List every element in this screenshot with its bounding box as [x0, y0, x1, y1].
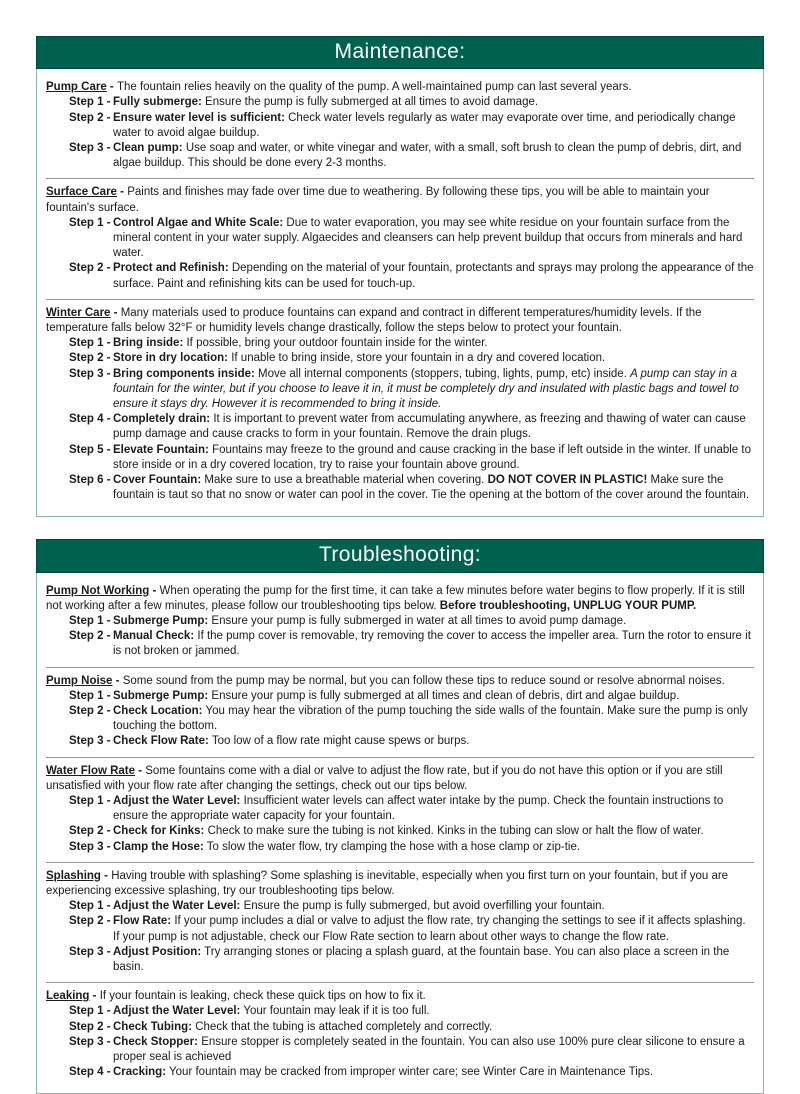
- section-heading: Pump Care: [46, 81, 107, 94]
- step-row: [46, 261, 754, 291]
- step-text: [205, 96, 538, 108]
- section-intro: [46, 80, 754, 95]
- section: [46, 178, 754, 291]
- step-label: Step 3 -: [69, 945, 111, 958]
- step-label: Step 2 -: [69, 915, 111, 928]
- step-body: [113, 1035, 754, 1065]
- step-text: [113, 630, 751, 657]
- step-title: Cover Fountain:: [113, 474, 202, 487]
- section: [46, 80, 754, 171]
- section: [46, 982, 754, 1080]
- step-title: Submerge Pump:: [113, 614, 209, 627]
- step-text: [195, 1021, 492, 1033]
- step-label: Step 2 -: [69, 352, 111, 365]
- step-label: Step 2 -: [69, 262, 111, 275]
- step-text: [113, 142, 741, 169]
- step-text: [208, 825, 704, 837]
- section-dash: -: [110, 306, 121, 319]
- text-segment: If your fountain is leaking, check these quick tips on how to fix it.: [99, 990, 426, 1003]
- step-label: Step 3 -: [69, 367, 111, 380]
- step-row: [46, 412, 754, 442]
- step-title: Check Flow Rate:: [113, 735, 209, 748]
- step-title: Adjust the Water Level:: [113, 900, 241, 913]
- step-title: Bring components inside:: [113, 367, 255, 380]
- step-body: [113, 945, 754, 975]
- text-segment: Ensure stopper is completely seated in the fountain. You can also use 100% pure clear silicone to ensure a proper seal is achieved: [113, 1035, 745, 1064]
- maintenance-content-box: [36, 69, 764, 517]
- step-body: [113, 443, 754, 473]
- text-segment: If your pump includes a dial or valve to adjust the flow rate, try changing the settings to see if it affects splashing. If your pump is not adjustable, check our Flow Rate section to learn about other ways to change the flow rate.: [113, 915, 746, 943]
- step-title: Flow Rate:: [113, 915, 172, 928]
- section-dash: -: [116, 186, 128, 199]
- text-segment: It is important to prevent water from accumulating anywhere, as freezing and thawing of water can cause pump damage and cause cracks to form in your fountain. Remove the drain plugs.: [113, 413, 746, 441]
- step-title: Completely drain:: [113, 413, 211, 426]
- text-segment: Paints and finishes may fade over time due to weathering. By following these tips, you will be able to maintain your fountain's surface.: [46, 186, 710, 214]
- section: [46, 862, 754, 975]
- step-row: [46, 945, 754, 975]
- section-heading: Leaking: [46, 990, 90, 1003]
- step-list: [46, 1004, 754, 1080]
- step-text: [211, 690, 679, 702]
- text-segment: Ensure the pump is fully submerged, but avoid overfilling your fountain.: [243, 900, 605, 913]
- step-row: [46, 914, 754, 944]
- step-row: [46, 95, 754, 110]
- section-intro: [46, 869, 754, 899]
- troubleshooting-title: Troubleshooting:: [318, 543, 482, 567]
- section-dash: -: [149, 584, 160, 597]
- step-body: [113, 1004, 754, 1019]
- step-text: [113, 1036, 745, 1063]
- step-body: [113, 216, 754, 262]
- step-label: Step 3 -: [69, 141, 111, 154]
- step-title: Adjust Position:: [113, 945, 202, 958]
- step-body: [113, 824, 754, 839]
- step-row: [46, 734, 754, 749]
- section-dash: -: [89, 990, 100, 1003]
- text-segment: DO NOT COVER IN PLASTIC!: [487, 474, 648, 487]
- text-segment: Some sound from the pump may be normal, but you can follow these tips to reduce sound or resolve abnormal noises.: [122, 674, 725, 687]
- section-heading: Surface Care: [46, 186, 117, 199]
- section-dash: -: [112, 674, 123, 687]
- section-heading: Water Flow Rate: [46, 764, 136, 777]
- troubleshooting-content-box: [36, 573, 764, 1094]
- text-segment: Your fountain may be cracked from improper winter care; see Winter Care in Maintenance Tips.: [169, 1066, 654, 1079]
- section-dash: -: [100, 869, 112, 882]
- text-segment: Many materials used to produce fountains can expand and contract in different temperatures/humidity levels. If the temperature falls below 32°F or humidity levels change drastically, follow the steps below to protect your fountain.: [46, 306, 702, 334]
- text-segment: To slow the water flow, try clamping the hose with a hose clamp or zip-tie.: [206, 840, 581, 853]
- section-intro-text: [100, 990, 426, 1002]
- step-text: [113, 444, 751, 471]
- step-title: Adjust the Water Level:: [113, 795, 241, 807]
- step-text: [113, 705, 748, 732]
- step-body: [113, 899, 754, 914]
- step-row: [46, 1004, 754, 1019]
- section-intro-text: [46, 186, 710, 213]
- step-title: Protect and Refinish:: [113, 262, 229, 275]
- step-title: Elevate Fountain:: [113, 443, 209, 456]
- section-intro-text: [46, 765, 723, 792]
- section: [46, 757, 754, 855]
- step-row: [46, 704, 754, 734]
- step-body: [113, 412, 754, 442]
- step-text: [231, 352, 605, 364]
- step-title: Adjust the Water Level:: [113, 1005, 241, 1018]
- step-list: [46, 614, 754, 660]
- text-segment: You may hear the vibration of the pump touching the side walls of the fountain. Make sure the pump is only touching the bottom.: [113, 704, 748, 733]
- step-body: [113, 629, 754, 659]
- step-title: Check Tubing:: [113, 1020, 193, 1033]
- step-row: [46, 1020, 754, 1035]
- step-title: Check Stopper:: [113, 1035, 198, 1048]
- step-body: [113, 336, 754, 351]
- step-title: Check for Kinks:: [113, 825, 205, 838]
- step-row: [46, 614, 754, 629]
- section-heading: Pump Not Working: [46, 584, 150, 597]
- step-title: Ensure water level is sufficient:: [113, 111, 285, 124]
- step-list: [46, 689, 754, 750]
- text-segment: Having trouble with splashing? Some splashing is inevitable, especially when you first turn on your fountain, but if you are experiencing excessive splashing, try our troubleshooting tips below.: [46, 869, 729, 898]
- step-row: [46, 899, 754, 914]
- step-title: Clean pump:: [113, 141, 183, 154]
- step-text: [207, 841, 580, 853]
- step-row: [46, 141, 754, 171]
- step-title: Bring inside:: [113, 337, 184, 350]
- step-body: [113, 704, 754, 734]
- step-label: Step 5 -: [69, 443, 111, 456]
- step-row: [46, 629, 754, 659]
- step-list: [46, 95, 754, 171]
- step-label: Step 1 -: [69, 216, 111, 229]
- step-text: [212, 735, 470, 747]
- maintenance-title: Maintenance:: [334, 40, 466, 63]
- step-label: Step 1 -: [69, 795, 111, 807]
- step-label: Step 4 -: [69, 413, 111, 426]
- text-segment: If possible, bring your outdoor fountain inside for the winter.: [186, 337, 488, 350]
- text-segment: Move all internal components (stoppers, tubing, lights, pump, etc) inside.: [258, 367, 631, 380]
- text-segment: Check water levels regularly as water may evaporate over time, and periodically change water to avoid algae buildup.: [113, 111, 736, 139]
- step-list: [46, 794, 754, 855]
- step-text: [186, 337, 487, 349]
- step-body: [113, 1020, 754, 1035]
- step-label: Step 1 -: [69, 1005, 111, 1018]
- step-text: [211, 615, 626, 627]
- step-list: [46, 216, 754, 292]
- text-segment: Too low of a flow rate might cause spews or burps.: [211, 735, 470, 748]
- text-segment: A pump can stay in a fountain for the winter, but if you choose to leave it in, it must be completely dry and insulated with plastic bags and towel to ensure it stays dry. However it is recommended to bring it inside.: [113, 367, 739, 410]
- step-body: [113, 111, 754, 141]
- step-body: [113, 141, 754, 171]
- step-body: [113, 689, 754, 704]
- step-list: [46, 336, 754, 503]
- step-body: [113, 614, 754, 629]
- text-segment: Try arranging stones or placing a splash guard, at the fountain base. You can also place a screen in the basin.: [113, 945, 730, 974]
- step-title: Store in dry location:: [113, 352, 229, 365]
- step-body: [113, 473, 754, 503]
- step-text: [113, 474, 749, 501]
- step-body: [113, 840, 754, 855]
- section-intro: [46, 989, 754, 1004]
- section-intro-text: [46, 870, 728, 897]
- section: [46, 667, 754, 750]
- troubleshooting-header-bar: [36, 539, 764, 572]
- maintenance-panel: [36, 36, 764, 517]
- step-row: [46, 367, 754, 413]
- text-segment: Make sure to use a breathable material when covering.: [204, 474, 488, 487]
- text-segment: Ensure your pump is fully submerged in water at all times to avoid pump damage.: [211, 614, 627, 627]
- text-segment: Your fountain may leak if it is too full.: [243, 1005, 430, 1018]
- step-body: [113, 261, 754, 291]
- section-intro: [46, 764, 754, 794]
- step-list: [46, 899, 754, 975]
- section-intro: [46, 306, 754, 336]
- section-dash: -: [135, 764, 146, 777]
- maintenance-header-bar: [36, 36, 764, 69]
- text-segment: Ensure the pump is fully submerged at all times to avoid damage.: [205, 96, 539, 109]
- step-title: Check Location:: [113, 704, 203, 717]
- text-segment: The fountain relies heavily on the quality of the pump. A well-maintained pump can last several years.: [116, 81, 632, 94]
- step-row: [46, 336, 754, 351]
- step-row: [46, 840, 754, 855]
- step-label: Step 1 -: [69, 689, 111, 702]
- text-segment: Some fountains come with a dial or valve to adjust the flow rate, but if you do not have this option or if you are still unsatisfied with your flow rate after changing the settings, check out our tips below.: [46, 764, 723, 792]
- text-segment: When operating the pump for the first time, it can take a few minutes before water begins to flow properly. If it is still not working after a few minutes, please follow our troubleshooting tips below.: [46, 584, 745, 612]
- text-segment: Due to water evaporation, you may see white residue on your fountain surface from the mineral content in your water supply. Algaecides and cleansers can help prevent buildup that occurs from minerals and hard water.: [113, 216, 743, 260]
- step-label: Step 3 -: [69, 735, 111, 748]
- text-segment: Make sure the fountain is taut so that no snow or water can pool in the cover. Tie the opening at the bottom of the cover around the fountain.: [113, 474, 750, 502]
- step-body: [113, 351, 754, 366]
- section: [46, 584, 754, 660]
- step-body: [113, 794, 754, 824]
- section: [46, 299, 754, 504]
- text-segment: Use soap and water, or white vinegar and water, with a small, soft brush to clean the pump of debris, dirt, and algae buildup. This should be done every 2-3 months.: [113, 141, 742, 170]
- step-body: [113, 95, 754, 110]
- step-row: [46, 1065, 754, 1080]
- step-label: Step 1 -: [69, 614, 111, 627]
- step-label: Step 6 -: [69, 474, 111, 487]
- step-label: Step 1 -: [69, 337, 111, 350]
- step-label: Step 2 -: [69, 111, 111, 124]
- step-row: [46, 824, 754, 839]
- step-title: Cracking:: [113, 1066, 167, 1079]
- step-row: [46, 443, 754, 473]
- step-text: [113, 946, 729, 973]
- section-intro: [46, 584, 754, 614]
- step-label: Step 2 -: [69, 704, 111, 717]
- text-segment: Check that the tubing is attached completely and correctly.: [195, 1020, 493, 1033]
- text-segment: Check to make sure the tubing is not kinked. Kinks in the tubing can slow or halt the flow of water.: [207, 825, 704, 838]
- step-row: [46, 351, 754, 366]
- step-label: Step 3 -: [69, 1035, 111, 1048]
- step-label: Step 3 -: [69, 840, 111, 853]
- section-heading: Winter Care: [46, 306, 111, 319]
- section-heading: Pump Noise: [46, 674, 113, 687]
- section-heading: Splashing: [46, 869, 101, 882]
- step-row: [46, 216, 754, 262]
- step-text: [113, 915, 746, 942]
- text-segment: Before troubleshooting, UNPLUG YOUR PUMP.: [439, 599, 697, 612]
- step-row: [46, 473, 754, 503]
- text-segment: Depending on the material of your fountain, protectants and sprays may prolong the appearance of the surface. Paint and refinishing kits can be used for touch-up.: [113, 262, 754, 290]
- step-label: Step 4 -: [69, 1066, 111, 1079]
- step-title: Control Algae and White Scale:: [113, 216, 284, 229]
- step-title: Clamp the Hose:: [113, 840, 204, 853]
- text-segment: If the pump cover is removable, try removing the cover to access the impeller area. Turn the rotor to ensure it is not broken or jammed.: [113, 630, 751, 658]
- step-body: [113, 367, 754, 413]
- step-title: Manual Check:: [113, 630, 195, 643]
- step-label: Step 1 -: [69, 96, 111, 109]
- step-row: [46, 111, 754, 141]
- text-segment: Insufficient water levels can affect water intake by the pump. Check the fountain instructions to ensure the appropriate water capacity for your fountain.: [113, 795, 724, 823]
- section-dash: -: [106, 81, 117, 94]
- step-label: Step 2 -: [69, 630, 111, 643]
- step-row: [46, 1035, 754, 1065]
- step-label: Step 1 -: [69, 900, 111, 913]
- text-segment: Fountains may freeze to the ground and cause cracking in the base if left outside in the winter. If unable to store inside or in a dry covered location, try to raise your fountain above ground.: [113, 443, 751, 471]
- step-text: [243, 1005, 429, 1017]
- step-text: [244, 900, 605, 912]
- step-title: Submerge Pump:: [113, 689, 209, 702]
- section-intro-text: [117, 81, 632, 93]
- section-intro: [46, 674, 754, 689]
- step-label: Step 2 -: [69, 1020, 111, 1033]
- step-body: [113, 1065, 754, 1080]
- step-title: Fully submerge:: [113, 96, 202, 109]
- step-row: [46, 689, 754, 704]
- text-segment: If unable to bring inside, store your fountain in a dry and covered location.: [231, 352, 606, 365]
- text-segment: Ensure your pump is fully submerged at all times and clean of debris, dirt and algae buildup.: [211, 689, 680, 702]
- step-text: [169, 1066, 653, 1078]
- section-intro-text: [46, 307, 702, 334]
- troubleshooting-panel: [36, 539, 764, 1094]
- step-body: [113, 914, 754, 944]
- section-intro: [46, 185, 754, 215]
- section-intro-text: [123, 675, 725, 687]
- step-row: [46, 794, 754, 824]
- step-label: Step 2 -: [69, 825, 111, 838]
- step-body: [113, 734, 754, 749]
